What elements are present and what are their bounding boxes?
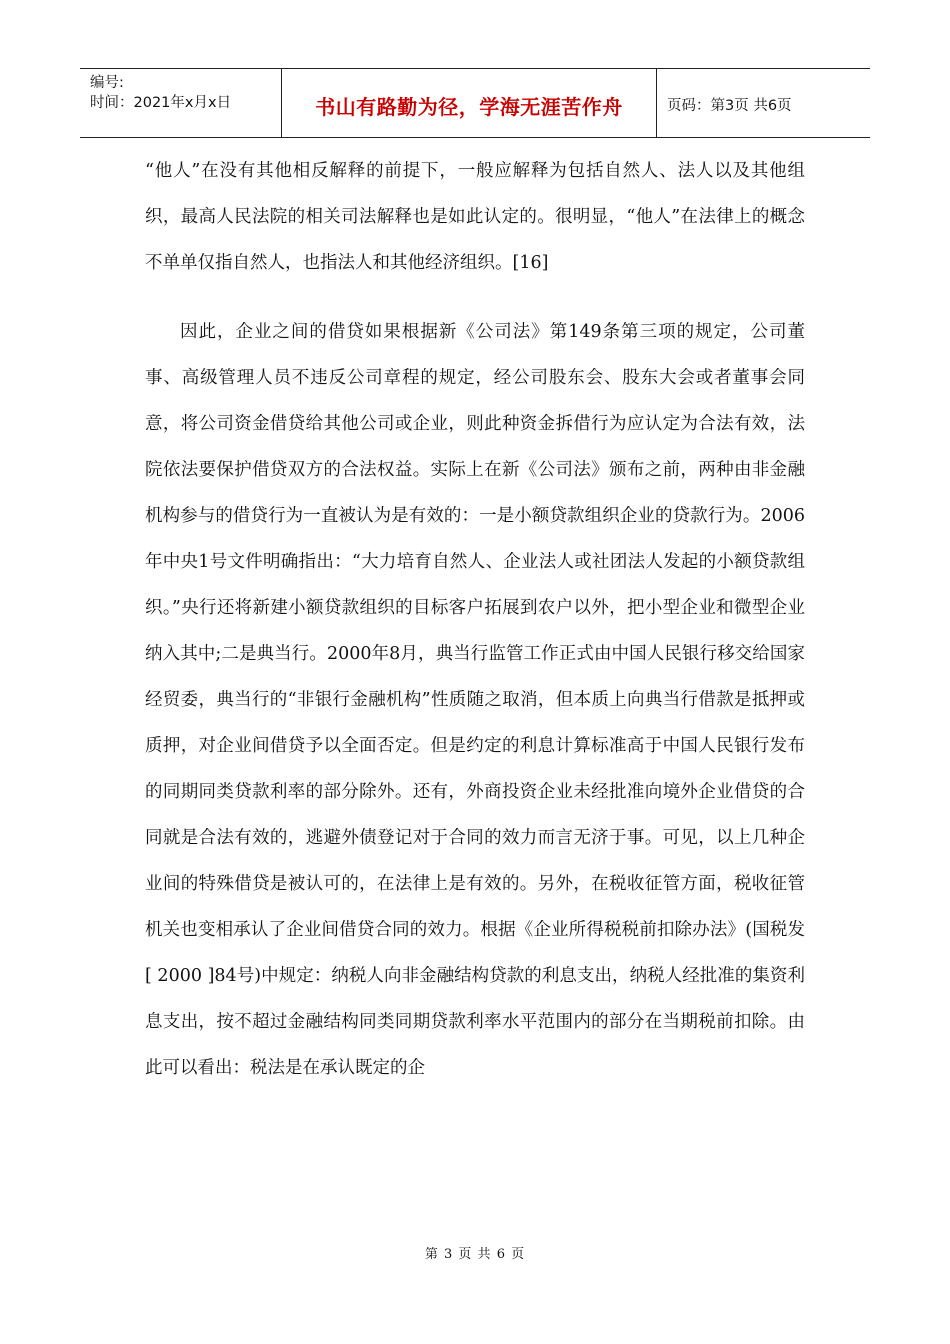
document-number-label: 编号: (90, 75, 124, 91)
body-paragraph: “他人”在没有其他相反解释的前提下，一般应解释为包括自然人、法人以及其他组织，最高人民法院的相关司法解释也是如此认定的。很明显，“他人”在法律上的概念不单单仅指自然人，也指法人和其他经济组织。[16] (145, 161, 805, 273)
document-date: 时间：2021年x月x日 (90, 95, 232, 111)
document-body (145, 148, 805, 1091)
body-paragraph: 因此，企业之间的借贷如果根据新《公司法》第149条第三项的规定，公司董事、高级管理人员不违反公司章程的规定，经公司股东会、股东大会或者董事会同意，将公司资金借贷给其他公司或企业，则此种资金拆借行为应认定为合法有效，法院依法要保护借贷双方的合法权益。实际上在新《公司法》颁布之前，两种由非金融机构参与的借贷行为一直被认为是有效的：一是小额贷款组织企业的贷款行为。2006年中央1号文件明确指出：“大力培育自然人、企业法人或社团法人发起的小额贷款组织。”央行还将新建小额贷款组织的目标客户拓展到农户以外，把小型企业和微型企业纳入其中;二是典当行。2000年8月，典当行监管工作正式由中国人民银行移交给国家经贸委，典当行的“非银行金融机构”性质随之取消，但本质上向典当行借款是抵押或质押，对企业间借贷予以全面否定。但是约定的利息计算标准高于中国人民银行发布的同期同类贷款利率的部分除外。还有，外商投资企业未经批准向境外企业借贷的合同就是合法有效的，逃避外债登记对于合同的效力而言无济于事。可见，以上几种企业间的特殊借贷是被认可的，在法律上是有效的。另外，在税收征管方面，税收征管机关也变相承认了企业间借贷合同的效力。根据《企业所得税税前扣除办法》(国税发[ 2000 ]84号)中规定：纳税人向非金融结构贷款的利息支出，纳税人经批准的集资利息支出，按不超过金融结构同类同期贷款利率水平范围内的部分在当期税前扣除。由此可以看出：税法是在承认既定的企 (145, 322, 805, 1078)
header-meta (80, 69, 282, 137)
page-header (80, 68, 870, 138)
page-footer: 第 3 页 共 6 页 (424, 1247, 526, 1262)
header-page-number: 页码：第3页 共6页 (667, 97, 792, 114)
header-motto: 书山有路勤为径，学海无涯苦作舟 (282, 69, 657, 137)
